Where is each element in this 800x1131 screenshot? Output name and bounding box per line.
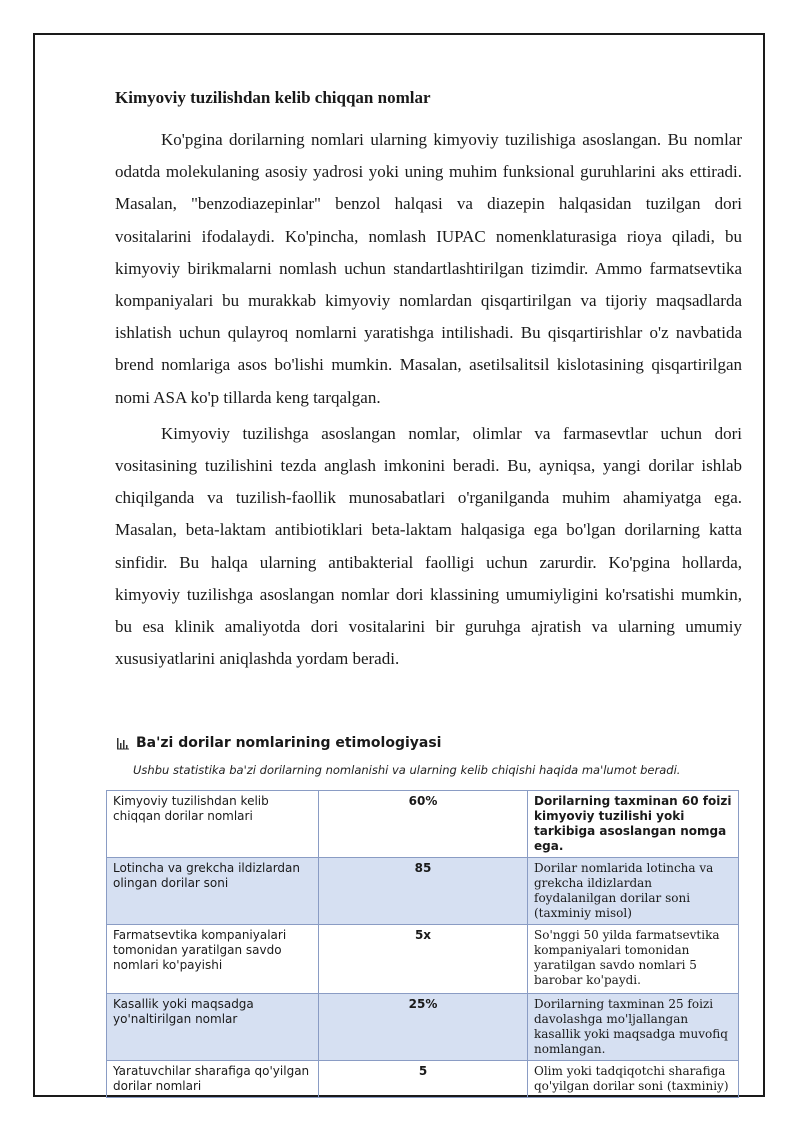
paragraph-2: Kimyoviy tuzilishga asoslangan nomlar, olimlar va farmasevtlar uchun dori vositasining tuzilishini tezda anglash imkonini beradi. Bu, ayniqsa, yangi dorilar ishlab chiqilganda va tuzilish-faollik munosabatlari o'rganilganda muhim ahamiyatga ega. Masalan, beta-laktam antibiotiklari beta-laktam halqasiga ega bo'lgan dorilarning katta sinfidir. Bu halqa ularning antibakterial faolligi uchun zarurdir. Ko'pgina hollarda, kimyoviy tuzilishga asoslangan nomlar dori klassining umumiyligini ko'rsatishi mumkin, bu esa klinik amaliyotda dori vositalarini bir guruhga ajratish va ularning umumiy xususiyatlarini aniqlashda yordam beradi. (115, 423, 742, 669)
row-description: Olim yoki tadqiqotchi sharafiga qo'yilgan dorilar soni (taxminiy) (528, 1061, 739, 1098)
table-row (107, 925, 739, 994)
row-value: 5x (319, 925, 528, 994)
stats-title-text: Ba'zi dorilar nomlarining etimologiyasi (136, 735, 442, 751)
row-description: Dorilar nomlarida lotincha va grekcha ildizlardan foydalanilgan dorilar soni (taxminiy misol) (528, 858, 739, 925)
stats-title (116, 735, 441, 751)
row-label: Kimyoviy tuzilishdan kelib chiqqan dorilar nomlari (107, 791, 319, 858)
bar-chart-icon (116, 736, 130, 750)
row-value: 85 (319, 858, 528, 925)
row-label: Kasallik yoki maqsadga yo'naltirilgan nomlar (107, 994, 319, 1061)
paragraph-1: Ko'pgina dorilarning nomlari ularning kimyoviy tuzilishiga asoslangan. Bu nomlar odatda molekulaning asosiy yadrosi yoki uning muhim funksional guruhlarini aks ettiradi. Masalan, "benzodiazepinlar" benzol halqasi va diazepin halqasidan tuzilgan dori vositalarini ifodalaydi. Ko'pincha, nomlash IUPAC nomenklaturasiga rioya qiladi, bu kimyoviy birikmalarni nomlash uchun standartlashtirilgan tizimdir. Ammo farmatsevtika kompaniyalari bu murakkab kimyoviy nomlardan qisqartirilgan va tijoriy maqsadlarda ishlatish uchun qulayroq nomlarni yaratishga intilishadi. Bu qisqartirishlar o'z navbatida brend nomlariga asos bo'lishi mumkin. Masalan, asetilsalitsil kislotasining qisqartirilgan nomi ASA ko'p tillarda keng tarqalgan. (115, 130, 742, 407)
row-label: Lotincha va grekcha ildizlardan olingan dorilar soni (107, 858, 319, 925)
row-description: Dorilarning taxminan 25 foizi davolashga mo'ljallangan kasallik yoki maqsadga muvofiq nomlangan. (528, 994, 739, 1061)
table-row (107, 994, 739, 1061)
row-label: Yaratuvchilar sharafiga qo'yilgan dorilar nomlari (107, 1061, 319, 1098)
stats-table (106, 790, 739, 1098)
row-label: Farmatsevtika kompaniyalari tomonidan yaratilgan savdo nomlari ko'payishi (107, 925, 319, 994)
table-row (107, 791, 739, 858)
row-value: 5 (319, 1061, 528, 1098)
document-body (115, 83, 742, 679)
row-value: 60% (319, 791, 528, 858)
table-row (107, 1061, 739, 1098)
row-value: 25% (319, 994, 528, 1061)
row-description: Dorilarning taxminan 60 foizi kimyoviy tuzilishi yoki tarkibiga asoslangan nomga ega. (528, 791, 739, 858)
section-heading: Kimyoviy tuzilishdan kelib chiqqan nomlar (115, 88, 431, 107)
table-row (107, 858, 739, 925)
stats-subtitle: Ushbu statistika ba'zi dorilarning nomlanishi va ularning kelib chiqishi haqida ma'lumot beradi. (133, 763, 681, 777)
row-description: So'nggi 50 yilda farmatsevtika kompaniyalari tomonidan yaratilgan savdo nomlari 5 barobar ko'paydi. (528, 925, 739, 994)
